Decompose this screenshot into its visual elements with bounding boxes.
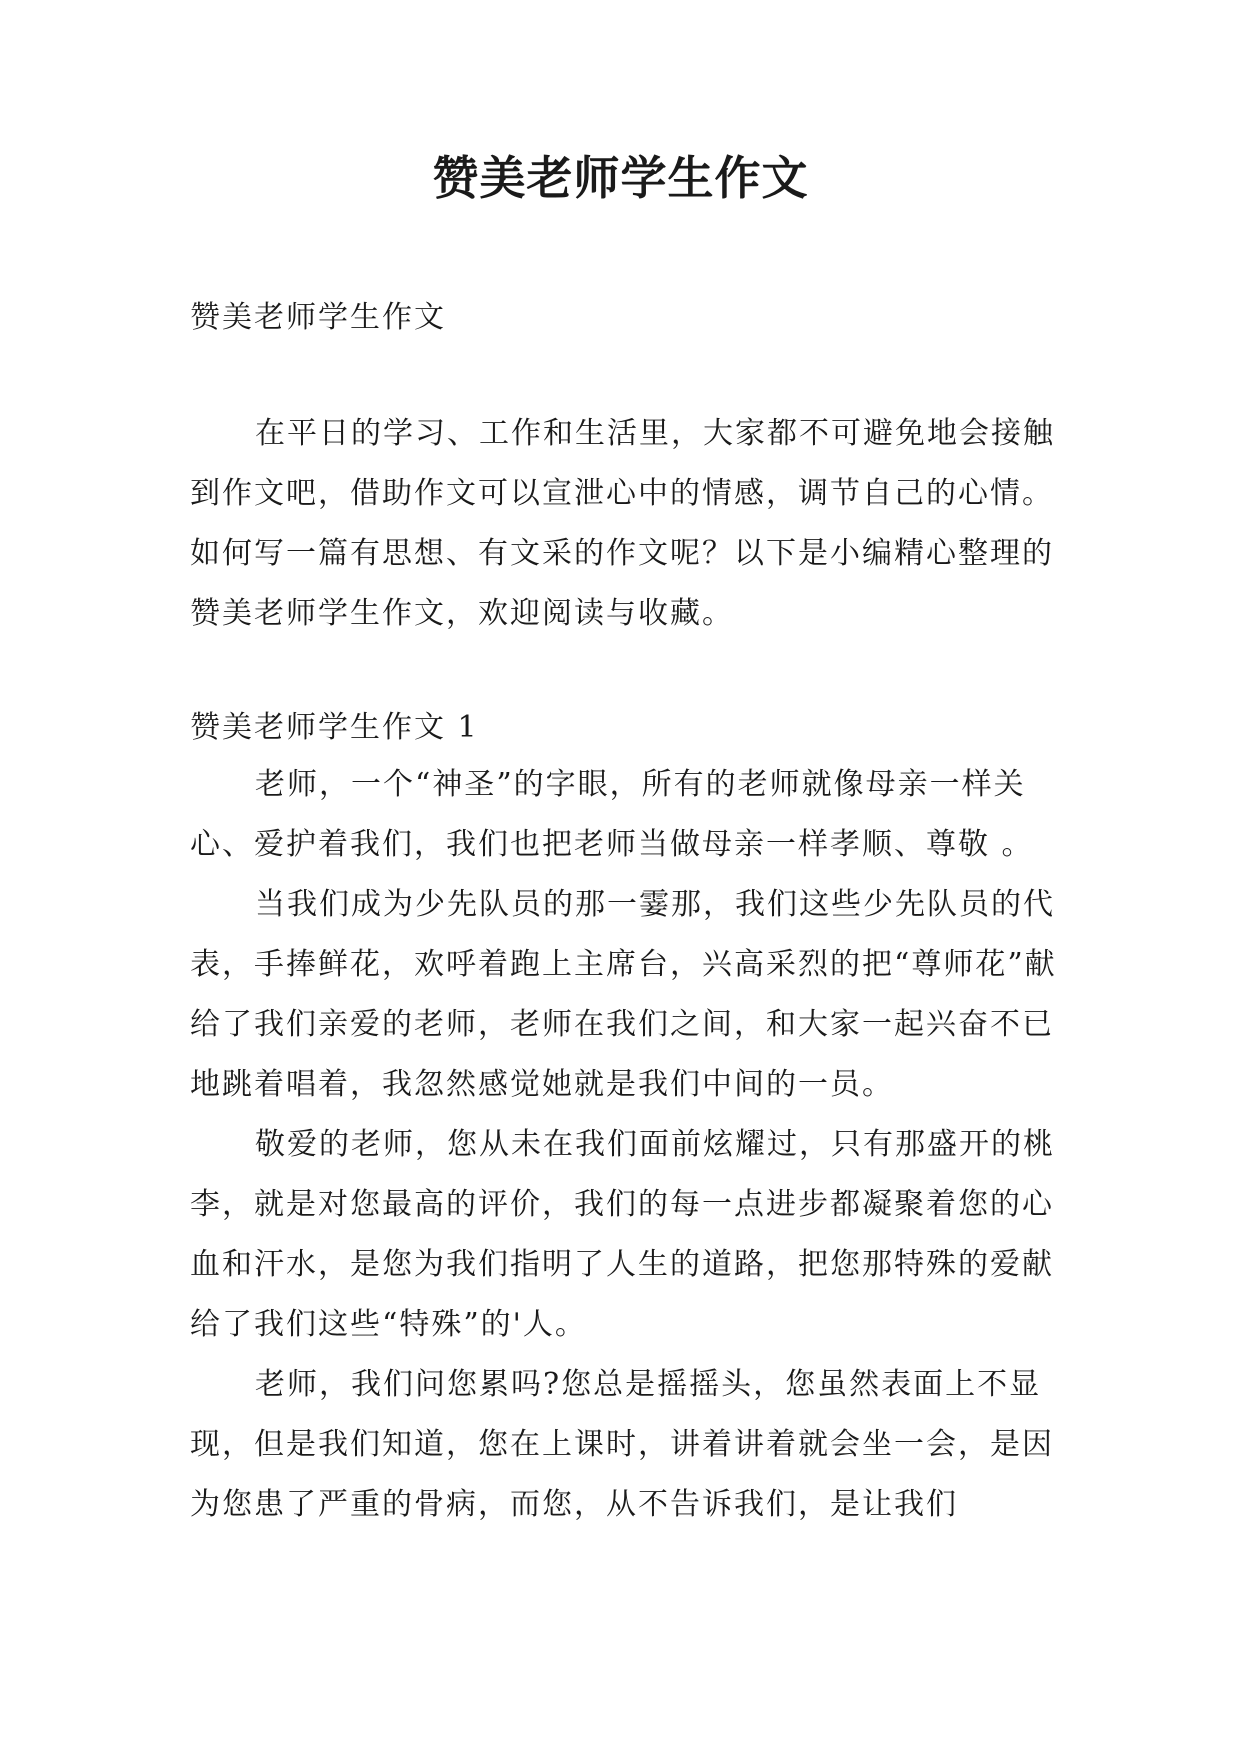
section-body bbox=[190, 755, 1060, 1535]
body-paragraph: 老师，一个“神圣”的字眼，所有的老师就像母亲一样关心、爱护着我们，我们也把老师当做母亲一样孝顺、尊敬 。 bbox=[190, 767, 1034, 862]
body-paragraph: 当我们成为少先队员的那一霎那，我们这些少先队员的代表，手捧鲜花，欢呼着跑上主席台，兴高采烈的把“尊师花”献给了我们亲爱的老师，老师在我们之间，和大家一起兴奋不已地跳着唱着，我忽然感觉她就是我们中间的一员。 bbox=[190, 887, 1057, 1102]
section-heading: 赞美老师学生作文 1 bbox=[190, 710, 479, 745]
intro-paragraph: 在平日的学习、工作和生活里，大家都不可避免地会接触到作文吧，借助作文可以宣泄心中的情感，调节自己的心情。如何写一篇有思想、有文采的作文呢？以下是小编精心整理的赞美老师学生作文，欢迎阅读与收藏。 bbox=[190, 416, 1055, 631]
document-subtitle: 赞美老师学生作文 bbox=[190, 300, 446, 335]
body-paragraph: 老师，我们问您累吗?您总是摇摇头，您虽然表面上不显现，但是我们知道，您在上课时，讲着讲着就会坐一会，是因为您患了严重的骨病，而您，从不告诉我们，是让我们 bbox=[190, 1367, 1054, 1522]
body-paragraph: 敬爱的老师，您从未在我们面前炫耀过，只有那盛开的桃李，就是对您最高的评价，我们的每一点进步都凝聚着您的心血和汗水，是您为我们指明了人生的道路，把您那特殊的爱献给了我们这些“特殊”的'人。 bbox=[190, 1127, 1055, 1342]
document-title: 赞美老师学生作文 bbox=[432, 151, 809, 205]
